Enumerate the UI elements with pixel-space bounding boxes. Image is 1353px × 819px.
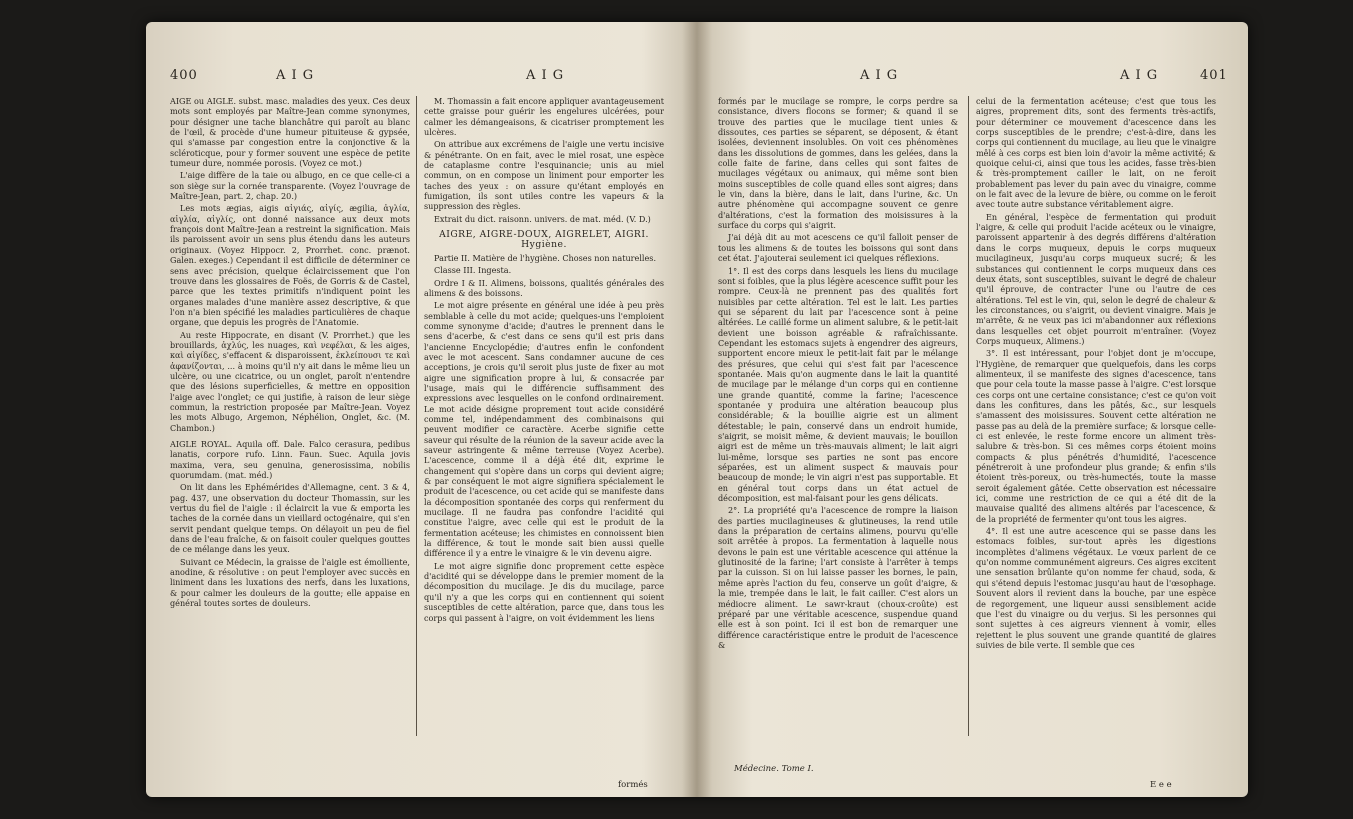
paragraph: Classe III. Ingesta. [434, 265, 512, 276]
left-head-title-1: A I G [276, 68, 315, 83]
right-column-2 [976, 96, 1216, 776]
paragraph: Le mot aigre signifie donc proprement cette espèce d'acidité qui se développe dans le premier moment de la décomposition du mucilage. Je dis du mucilage, parce qu'il n'y a que les corps qui en contiennent qui soient susceptibles de cette altération, parce que, dans tous les corps qui passent à l'aigre, on voit évidemment les liens [424, 560, 664, 623]
left-page-number: 400 [170, 68, 198, 83]
book-spread [146, 22, 1248, 797]
right-page [700, 22, 1248, 797]
right-head-title-1: A I G [860, 68, 899, 83]
paragraph: 1°. Il est des corps dans lesquels les liens du mucilage sont si foibles, que la plus légère acescence suffit pour les rompre. Ceux-là ne prennent pas des qualités fort nuisibles par cette altération. Tel est le lait. Les parties qui se séparent du lait par l'acescence sont à peine altérées. Le caillé forme un aliment salubre, & le petit-lait devient une boisson agréable & rafraîchissante. Cependant les estomacs sujets à engendrer des aigreurs, supportent encore mieux le petit-lait fait par le mélange des présures, que celui qui s'est fait par l'acescence spontanée. Mais qu'on augmente dans le lait la quantité de mucilage par le mélange d'un corps qui en contienne une grande quantité, comme la farine; l'acescence spontanée y produira une altération beaucoup plus considérable; & la bouillie aigrie est un aliment détestable; le pain, conservé dans un endroit humide, s'aigrit, se moisit même, & devient mauvais; le bouillon aigri est de même un très-mauvais aliment; le lait aigri lui-même, lorsque ses parties ne sont pas encore séparées, est un aliment suspect & mauvais pour beaucoup de monde; le vin aigri n'est pas supportable. Et en général tout corps dans un état actuel de décomposition, est mal-faisant pour les gens délicats. [718, 265, 958, 504]
paragraph: Ordre I & II. Alimens, boissons, qualités générales des alimens & des boissons. [424, 277, 664, 298]
paragraph: 2°. La propriété qu'a l'acescence de rompre la liaison des parties mucilagineuses & glutineuses, la rend utile dans la préparation de certains alimens, pourvu qu'elle soit arrêtée à propos. La fermentation à laquelle nous devons le pain est une véritable acescence qui atténue la glutinosité de la farine; l'art consiste à l'arrêter à temps par la cuisson. Si on lui laisse passer les bornes, le pain, même après l'action du feu, conserve un goût d'aigre, & la mie, trempée dans le lait, le fait cailler. C'est alors un médiocre aliment. Le sawr-kraut (choux-croûte) est préparé par une véritable acescence, suspendue quand elle est à son point. Ici il est bon de remarquer une différence caractéristique entre le produit de l'acescence & [718, 505, 958, 650]
paragraph: En général, l'espèce de fermentation qui produit l'aigre, & celle qui produit l'acide acéteux ou le vinaigre, paroissent appartenir à des degrés différens d'altération dans le corps muqueux, depuis le corps muqueux mucilagineux, jusqu'au corps muqueux sucré; & les substances qui contiennent le corps muqueux dans ces deux états, sont susceptibles, suivant le degré de chaleur qu'il éprouve, de contracter l'une ou l'autre de ces altérations. Tel est le vin, qui, selon le degré de chaleur & les circonstances, ou s'aigrit, ou devient vinaigre. Mais je m'arrête, & ne veux pas ici m'abandonner aux réflexions dans lesquelles cet objet pourroit m'entraîner. (Voyez Corps muqueux, Alimens.) [976, 211, 1216, 346]
left-page [146, 22, 694, 797]
signature-line: Médecine. Tome I. [734, 764, 814, 774]
right-running-head [700, 68, 1248, 94]
paragraph: formés par le mucilage se rompre, le corps perdre sa consistance, divers flocons se former; & quand il se trouve des parties que le mucilage tient unies & dissoutes, ces parties se séparent, se déposent, & étant isolées, deviennent insolubles. On voit ces phénomènes dans les dissolutions de gommes, dans les gelées, dans la colle faite de farine, dans celles qui sont faites de mucilages végétaux ou animaux, qui même sont bien moins susceptibles de colle quand elles sont aigres; dans le vin, dans la bière, dans le lait, dans l'urine, &c. Un autre phénomène qui accompagne souvent ce genre d'altérations, c'est la formation des moisissures à la surface du corps qui s'aigrit. [718, 96, 958, 231]
paragraph: Extrait du dict. raisonn. univers. de mat. méd. (V. D.) [434, 213, 651, 224]
right-column-1 [718, 96, 958, 760]
right-page-number: 401 [1200, 68, 1228, 83]
paragraph: AIGLE ROYAL. Aquila off. Dale. Falco cerasura, pedibus lanatis, corpore rufo. Linn. Faun. Suec. Aquila jovis maxima, vera, seu genuina, generosissima, nobilis quorumdam. (mat. méd.) [170, 439, 410, 481]
paragraph: Suivant ce Médecin, la graisse de l'aigle est émolliente, anodine, & résolutive : on peut l'employer avec succès en liniment dans les luxations des nerfs, dans les luxations, & pour calmer les douleurs de la goutte; elle appaise en général toutes sortes de douleurs. [170, 556, 410, 609]
paragraph: 4°. Il est une autre acescence qui se passe dans les estomacs foibles, sur-tout après les digestions incomplètes d'alimens végétaux. Le vœux parlent de ce qu'on nomme communément aigreurs. Ces aigres excitent une sensation brûlante qu'on nomme fer chaud, soda, & qui s'étend depuis l'estomac jusqu'au haut de l'œsophage. Souvent alors il revient dans la bouche, par une espèce de regorgement, une liqueur aussi sensiblement acide que l'est du vinaigre ou du verjus. Si les personnes qui sont sujettes à ces aigreurs viennent à vomir, elles rejettent le plus souvent une grande quantité de glaires suivies de bile verte. Il semble que ces [976, 526, 1216, 650]
right-catchword: E e e [1150, 780, 1172, 790]
left-catchword: formés [618, 780, 648, 790]
left-column-rule [416, 96, 417, 736]
left-running-head [146, 68, 694, 94]
paragraph: 3°. Il est intéressant, pour l'objet dont je m'occupe, l'Hygiène, de remarquer que quelquefois, dans les corps alimenteux, il se manifeste des signes d'acescence, tans que pour cela toute la masse passe à l'aigre. C'est lorsque ces corps ont une certaine consistance; c'est ce qu'on voit dans les confitures, dans les pâtés, &c., sur lesquels s'amassent des moisissures. Souvent cette altération ne passe pas au delà de la première surface; & lorsque celle-ci est enlevée, le reste forme encore un aliment très-salubre & très-bon. Si ces mêmes corps étoient moins compacts & plus pénétrés d'humidité, l'acescence pénétreroit à une profondeur plus grande; & enfin s'ils étoient très-poreux, ou très-humectés, toute la masse seroit également gâtée. Cette observation est nécessaire ici, comme une restriction de ce qui a été dit de la mauvaise qualité des alimens altérés par l'acescence, & de la propriété de fermenter qu'ont tous les aigres. [976, 348, 1216, 524]
paragraph: Les mots ægias, aigis αἰγιάς, αἰγίς, ægilia, ἀγλία, αἰγλία, αἰγλίς, ont donné naissance aux deux mots françois dont Maître-Jean a restreint la signification. Mais ils paroissent avoir un sens plus étendu dans les auteurs originaux. (Voyez Hippocr. 2, Prorrhet. conc. prænot. Galen. exeges.) Cependant il est difficile de déterminer ce sens avec précision, quelque éclaircissement que l'on trouve dans les glossaires de Foës, de Gorris & de Castel, parce que les textes primitifs n'indiquent point les organes malades d'une manière assez descriptive, & que l'on n'a bien spécifié les maladies particulières de chaque organe, que depuis les progrès de l'Anatomie. [170, 203, 410, 328]
paragraph: L'aige diffère de la taie ou albugo, en ce que celle-ci a son siège sur la cornée transparente. (Voyez l'ouvrage de Maître-Jean, part. 2, chap. 20.) [170, 170, 410, 202]
paragraph: AIGE ou AIGLE. subst. masc. maladies des yeux. Ces deux mots sont employés par Maître-Jean comme synonymes, pour désigner une tache blanchâtre qui paroît au blanc de l'œil, & procède d'une humeur pituiteuse & gypsée, qui s'amasse par congestion entre la conjonctive & la scléroticque, pour y former souvent une espèce de petite tumeur dure, nommée porosis. (Voyez ce mot.) [170, 96, 410, 169]
paragraph: On lit dans les Ephémérides d'Allemagne, cent. 3 & 4, pag. 437, une observation du docteur Thomassin, sur les vertus du fiel de l'aigle : il éclaircit la vue & emporta les taches de la cornée dans un vieillard octogénaire, qui s'en servit pendant quelque temps. On délayoit un peu de fiel dans de l'eau fraîche, & on faisoit couler quelques gouttes de ce mélange dans les yeux. [170, 482, 410, 555]
right-column-rule [968, 96, 969, 736]
left-head-title-2: A I G [526, 68, 565, 83]
paragraph: Le mot aigre présente en général une idée à peu près semblable à celle du mot acide; quelques-uns l'emploient comme synonyme d'acide; d'autres le prennent dans le sens d'acerbe, & c'est dans ce sens qu'il est pris dans l'ancienne Encyclopédie; d'autres enfin le confondent avec le mot acescent. Sans condamner aucune de ces acceptions, je crois qu'il seroit plus juste de fixer au mot aigre une signification propre à lui, & consacrée par l'usage, mais qui le différencie suffisamment des expressions avec lesquelles on le confond ordinairement. Le mot acide désigne proprement tout acide considéré comme tel, indépendamment des combinaisons qui peuvent modifier ce caractère. Acerbe signifie cette saveur qui résulte de la réunion de la saveur acide avec la saveur astringente & même terreuse (Voyez Acerbe). L'acescence, comme il a déjà été dit, exprime le changement qui s'opère dans un corps qui devient aigre; & par conséquent le mot aigre signifiera spécialement le produit de l'acescence, ou cet acide qui se manifeste dans la décomposition spontanée des corps qui renferment du mucilage. Il ne faudra pas confondre l'acidité qui constitue l'aigre, avec celle qui est le produit de la fermentation acéteuse; les chimistes en connoissent bien la différence, & tout le monde sait bien aussi quelle différence il y a entre le vinaigre & le vin devenu aigre. [424, 300, 664, 559]
paragraph: M. Thomassin a fait encore appliquer avantageusement cette graisse pour guérir les engelures ulcérées, pour calmer les démangeaisons, & cicatriser promptement les ulcères. [424, 96, 664, 138]
left-column-2 [424, 96, 664, 776]
left-column-1 [170, 96, 410, 776]
paragraph: Partie II. Matière de l'hygiène. Choses non naturelles. [434, 252, 657, 263]
paragraph: J'ai déjà dit au mot acescens ce qu'il falloit penser de tous les alimens & de toutes les boissons qui sont dans cet état. J'ajouterai seulement ici quelques réflexions. [718, 232, 958, 264]
article-heading: AIGRE, AIGRE-DOUX, AIGRELET, AIGRI. Hygiène. [439, 229, 649, 251]
paragraph: Au reste Hippocrate, en disant (V. Prorrhet.) que les brouillards, ἀχλύς, les nuages, καὶ νεφέλαι, & les aiges, καὶ αἰγίδες, s'effacent & disparoissent, ἐκλείπουσι τε καὶ ἀφανίζονται, ... à moins qu'il n'y ait dans le même lieu un ulcère, ou une cicatrice, ou un onglet, paroît n'entendre que des lésions superficielles, & mettre en opposition l'aige avec l'onglet; ce qui justifie, à raison de leur siège commun, la restriction proposée par Maître-Jean. Voyez les mots Albugo, Argemon, Néphélion, Onglet, &c. (M. Chambon.) [170, 329, 410, 433]
paragraph: On attribue aux excrémens de l'aigle une vertu incisive & pénétrante. On en fait, avec le miel rosat, une espèce de cataplasme contre l'esquinancie; unis au miel commun, on en compose un liniment pour emporter les taches des yeux : on assure qu'étant employés en fumigation, ils sont utiles contre les vapeurs & la suppression des règles. [424, 139, 664, 212]
paragraph: celui de la fermentation acéteuse; c'est que tous les aigres, proprement dits, sont des ferments très-actifs, pour déterminer ce mouvement d'acescence dans les corps susceptibles de le prendre; c'est-à-dire, dans les corps qui contiennent du mucilage, au lieu que le vinaigre mêlé à ces corps est bien loin d'avoir la même activité; & quoique celui-ci, ainsi que tous les acides, fasse très-bien & très-promptement cailler le lait, on ne feroit probablement pas lever du pain avec du vinaigre, comme on le fait avec de la levure de bière, ou comme on le feroit avec toute autre substance véritablement aigre. [976, 96, 1216, 210]
right-head-title-2: A I G [1120, 68, 1159, 83]
